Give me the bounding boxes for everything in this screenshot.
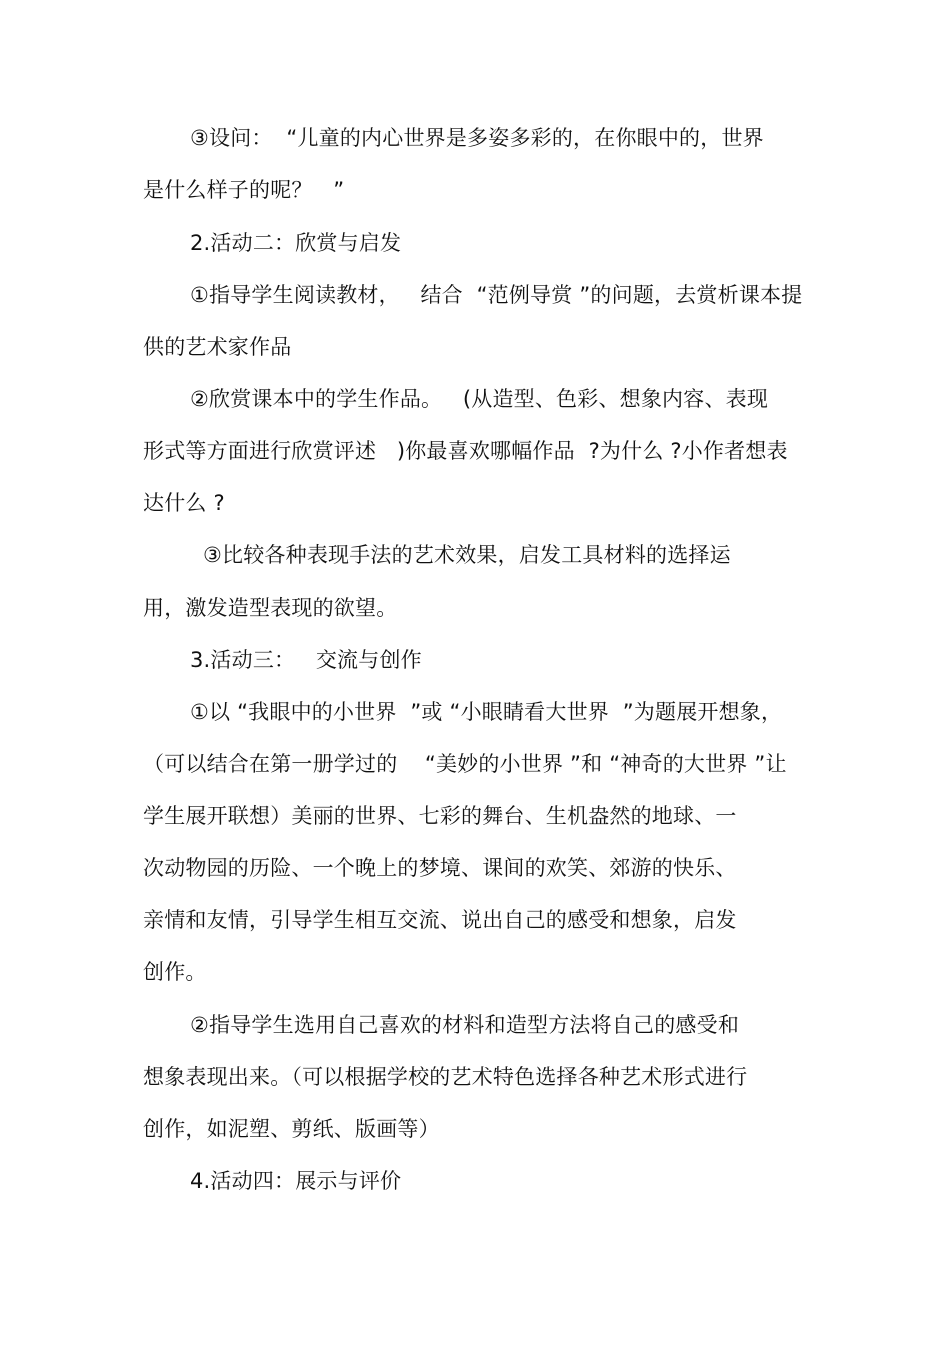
text-line: （可以结合在第一册学过的 “美妙的小世界 ”和 “神奇的大世界 ”让 [143, 752, 787, 776]
text-line: ①以 “我眼中的小世界 ”或 “小眼睛看大世界 ”为题展开想象， [190, 700, 783, 724]
text-line: 是什么样子的呢？ ” [143, 178, 345, 202]
text-line: 用，激发造型表现的欲望。 [143, 596, 398, 620]
text-line: 达什么 ? [143, 491, 225, 515]
text-line: ③设问： “儿童的内心世界是多姿多彩的，在你眼中的，世界 [190, 126, 764, 150]
text-line: 形式等方面进行欣赏评述 )你最喜欢哪幅作品 ?为什么 ?小作者想表 [143, 439, 788, 463]
section-heading: 3.活动三： 交流与创作 [190, 648, 422, 672]
text-line: ③比较各种表现手法的艺术效果，启发工具材料的选择运 [203, 543, 731, 567]
text-line: ②欣赏课本中的学生作品。 (从造型、色彩、想象内容、表现 [190, 387, 769, 411]
text-line: ②指导学生选用自己喜欢的材料和造型方法将自己的感受和 [190, 1013, 740, 1037]
text-line: 创作，如泥塑、剪纸、版画等） [143, 1117, 440, 1141]
text-line: 次动物园的历险、一个晚上的梦境、课间的欢笑、郊游的快乐、 [143, 856, 737, 880]
section-heading: 2.活动二：欣赏与启发 [190, 231, 402, 255]
text-line: 想象表现出来。（可以根据学校的艺术特色选择各种艺术形式进行 [143, 1065, 748, 1089]
section-heading: 4.活动四：展示与评价 [190, 1169, 402, 1193]
text-line: 学生展开联想）美丽的世界、七彩的舞台、生机盎然的地球、一 [143, 804, 737, 828]
text-line: 供的艺术家作品 [143, 335, 292, 359]
text-line: 创作。 [143, 960, 207, 984]
text-line: 亲情和友情，引导学生相互交流、说出自己的感受和想象，启发 [143, 908, 737, 932]
text-line: ①指导学生阅读教材， 结合 “范例导赏 ”的问题，去赏析课本提 [190, 283, 803, 307]
